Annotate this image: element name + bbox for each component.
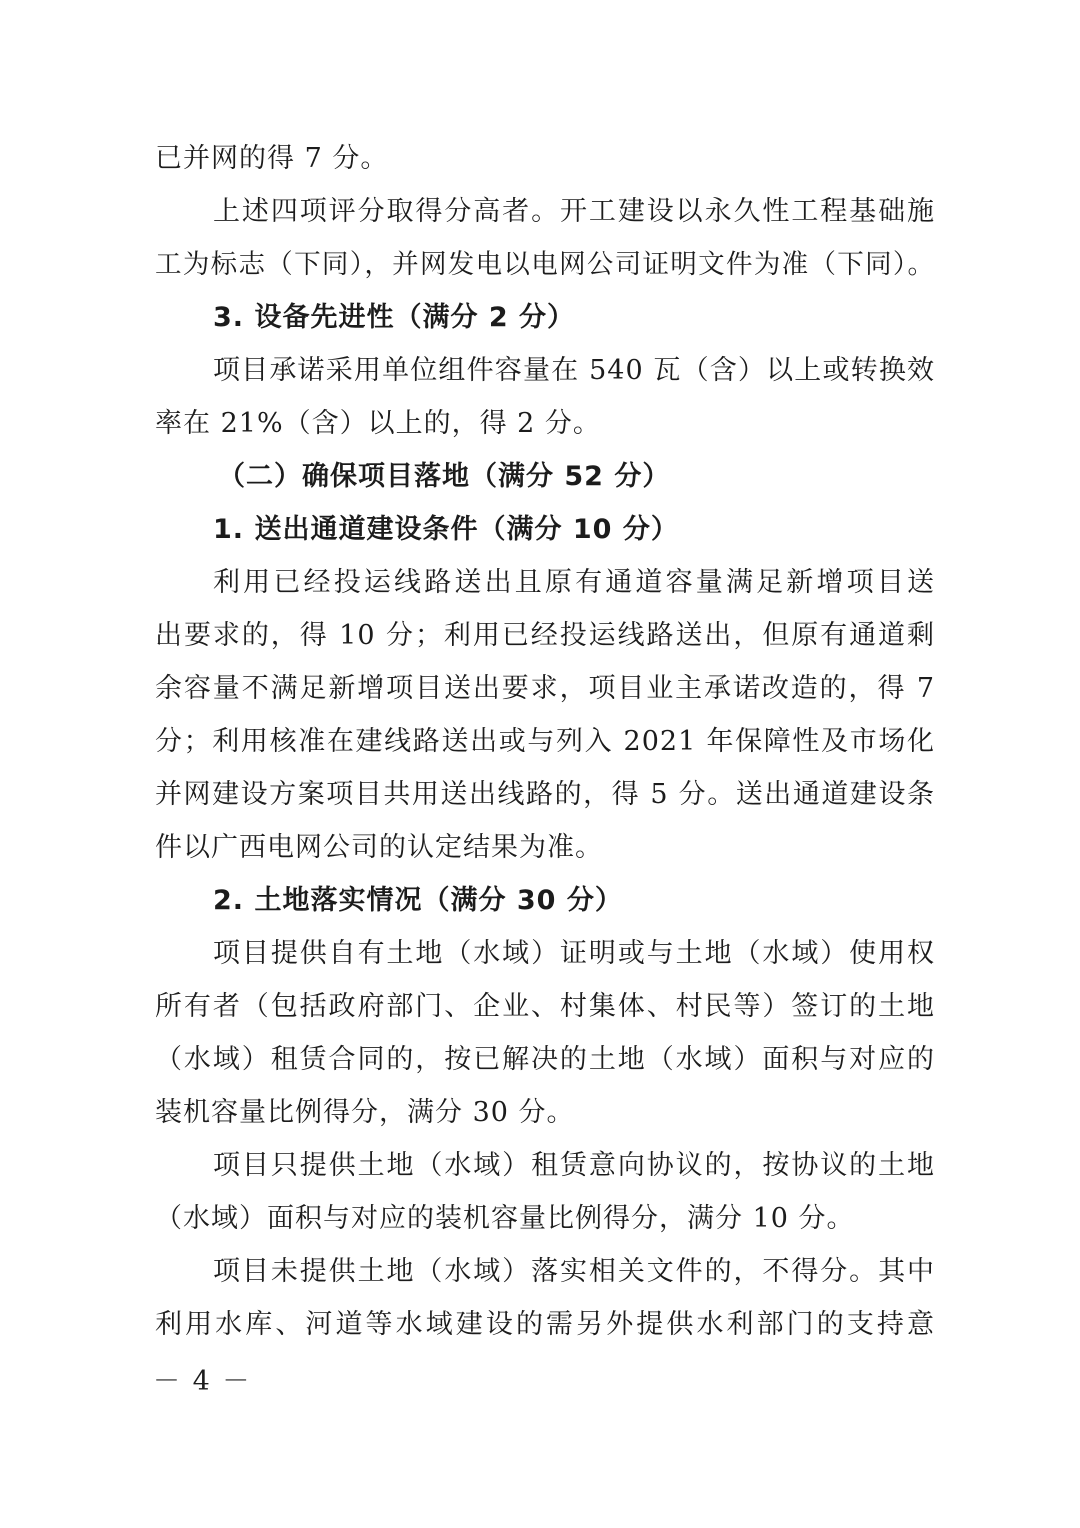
- text-line: 工为标志（下同），并网发电以电网公司证明文件为准（下同）。: [155, 249, 935, 280]
- text-line: 出要求的，得 10 分；利用已经投运线路送出，但原有通道剩: [155, 620, 935, 651]
- text-line: 利用水库、河道等水域建设的需另外提供水利部门的支持意: [155, 1309, 935, 1340]
- text-line: 余容量不满足新增项目送出要求，项目业主承诺改造的，得 7: [155, 673, 935, 704]
- text-line: （水域）租赁合同的，按已解决的土地（水域）面积与对应的: [155, 1044, 935, 1075]
- page-number: － 4 －: [153, 1366, 252, 1397]
- text-line: 并网建设方案项目共用送出线路的，得 5 分。送出通道建设条: [155, 779, 935, 810]
- section-heading: 1. 送出通道建设条件（满分 10 分）: [213, 514, 679, 545]
- text-line: （水域）面积与对应的装机容量比例得分，满分 10 分。: [155, 1203, 855, 1234]
- text-line: 已并网的得 7 分。: [155, 143, 389, 174]
- text-line: 上述四项评分取得分高者。开工建设以永久性工程基础施: [213, 196, 935, 227]
- text-line: 项目提供自有土地（水域）证明或与土地（水域）使用权: [213, 938, 935, 969]
- text-line: 项目只提供土地（水域）租赁意向协议的，按协议的土地: [213, 1150, 935, 1181]
- text-line: 项目未提供土地（水域）落实相关文件的，不得分。其中: [213, 1256, 935, 1287]
- text-line: 项目承诺采用单位组件容量在 540 瓦（含）以上或转换效: [213, 355, 935, 386]
- text-line: 利用已经投运线路送出且原有通道容量满足新增项目送: [213, 567, 935, 598]
- text-line: 件以广西电网公司的认定结果为准。: [155, 832, 603, 863]
- text-line: 装机容量比例得分，满分 30 分。: [155, 1097, 575, 1128]
- text-line: 分；利用核准在建线路送出或与列入 2021 年保障性及市场化: [155, 726, 935, 757]
- section-heading: （二）确保项目落地（满分 52 分）: [218, 461, 671, 492]
- text-line: 所有者（包括政府部门、企业、村集体、村民等）签订的土地: [155, 991, 935, 1022]
- section-heading: 2. 土地落实情况（满分 30 分）: [213, 885, 623, 916]
- text-line: 率在 21%（含）以上的，得 2 分。: [155, 408, 601, 439]
- section-heading: 3. 设备先进性（满分 2 分）: [213, 302, 576, 333]
